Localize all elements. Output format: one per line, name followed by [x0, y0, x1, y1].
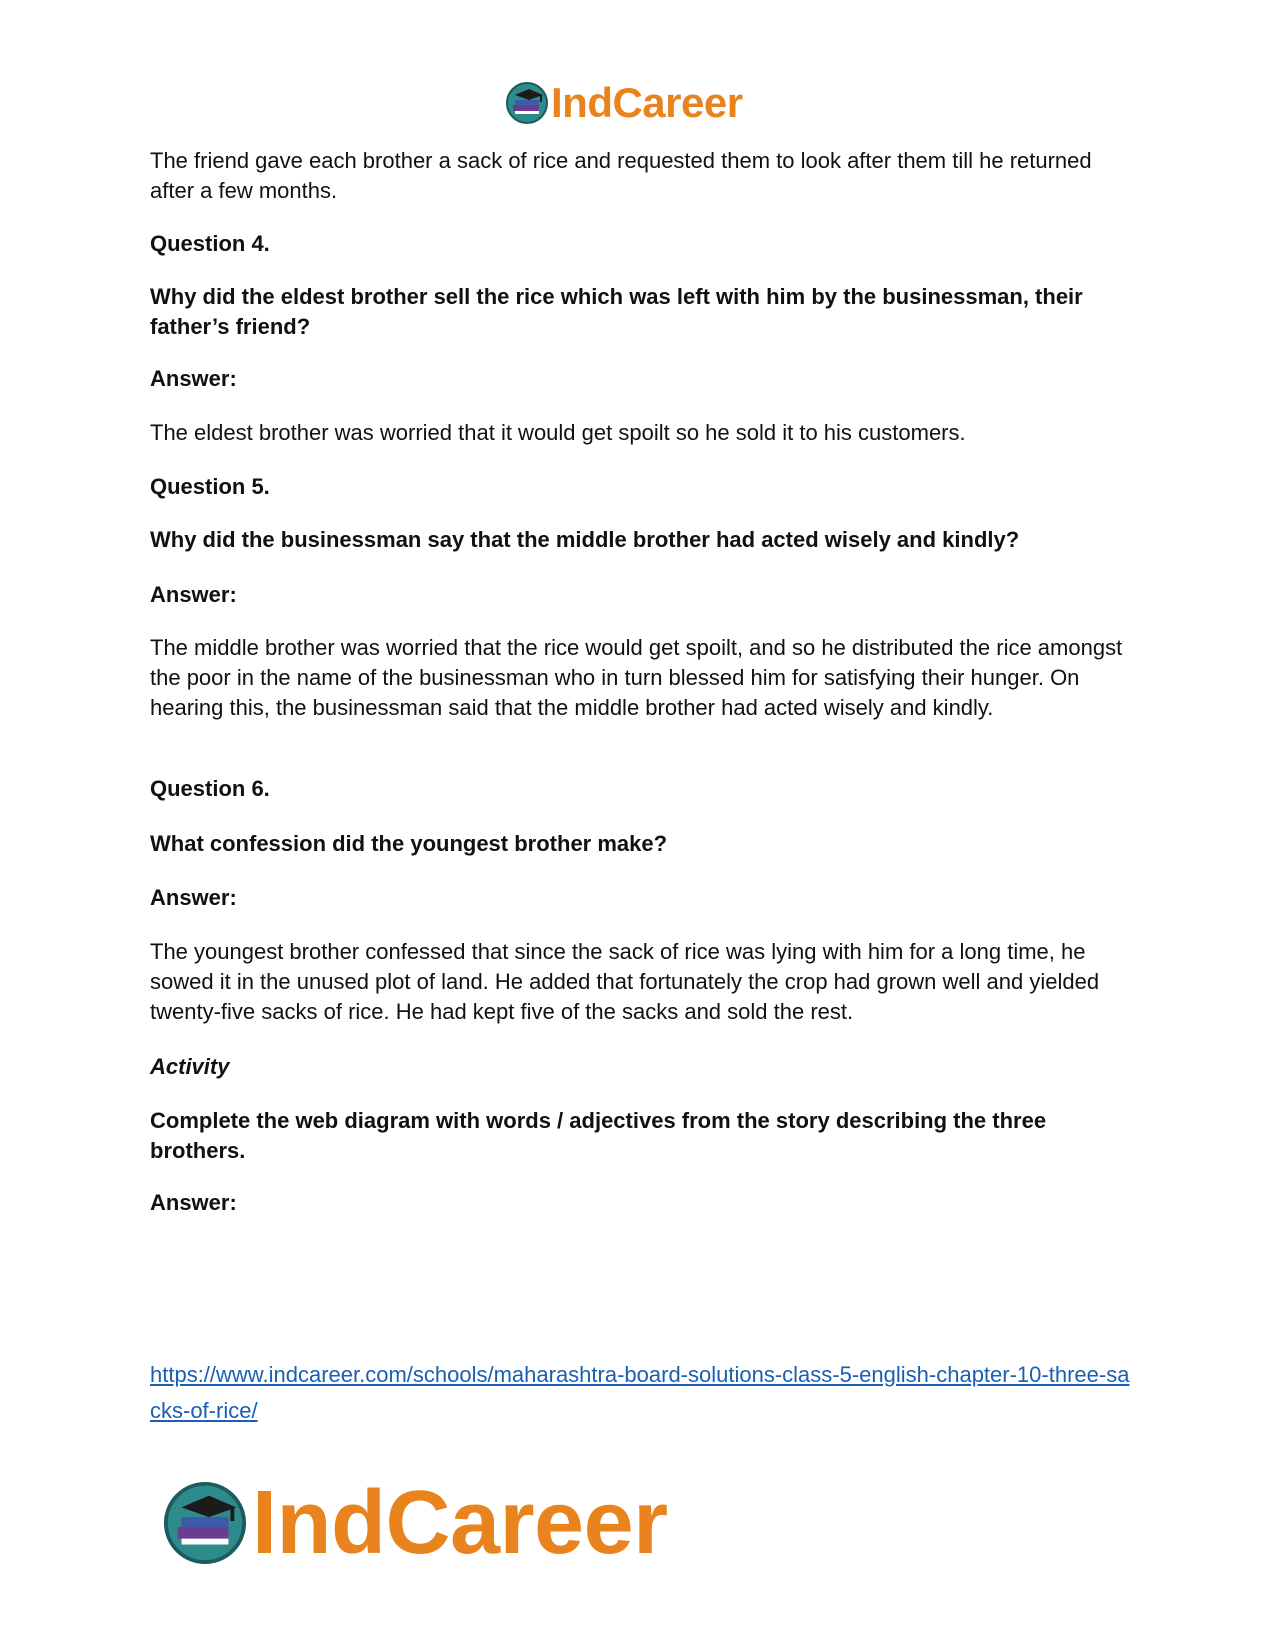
activity-answer-label: Answer: [150, 1190, 237, 1215]
question-4-answer-label: Answer: [150, 366, 237, 391]
question-6-label: Question 6. [150, 776, 270, 801]
header-logo-text: IndCareer [551, 79, 743, 126]
header-logo [505, 80, 743, 126]
activity-label: Activity [150, 1054, 230, 1079]
question-6-answer: The youngest brother confessed that since the sack of rice was lying with him for a long time, he sowed it in the unused plot of land. He added that fortunately the crop had grown well and yielded twenty-five sacks of rice. He had kept five of the sacks and sold the rest. [150, 939, 1100, 1024]
footer-logo [162, 1475, 668, 1571]
question-4-answer: The eldest brother was worried that it would get spoilt so he sold it to his customers. [150, 420, 966, 445]
intro-paragraph: The friend gave each brother a sack of rice and requested them to look after them till he returned after a few months. [150, 148, 1092, 203]
footer-logo-text: IndCareer [252, 1473, 668, 1573]
question-5-answer: The middle brother was worried that the rice would get spoilt, and so he distributed the rice amongst the poor in the name of the businessman who in turn blessed him for satisfying their hunger. On hearing this, the businessman said that the middle brother had acted wisely and kindly. [150, 635, 1123, 720]
activity-text: Complete the web diagram with words / adjectives from the story describing the three brothers. [150, 1108, 1047, 1163]
source-url-link[interactable]: https://www.indcareer.com/schools/maharashtra-board-solutions-class-5-english-chapter-10-three-sacks-of-rice/ [150, 1362, 1130, 1423]
graduation-book-globe-icon [505, 81, 549, 125]
question-5-answer-label: Answer: [150, 582, 237, 607]
question-4-text: Why did the eldest brother sell the rice which was left with him by the businessman, their father’s friend? [150, 284, 1083, 339]
question-5-label: Question 5. [150, 474, 270, 499]
question-4-label: Question 4. [150, 231, 270, 256]
question-6-text: What confession did the youngest brother make? [150, 831, 668, 856]
question-6-answer-label: Answer: [150, 885, 237, 910]
question-5-text: Why did the businessman say that the middle brother had acted wisely and kindly? [150, 527, 1020, 552]
graduation-book-globe-icon [162, 1480, 248, 1566]
